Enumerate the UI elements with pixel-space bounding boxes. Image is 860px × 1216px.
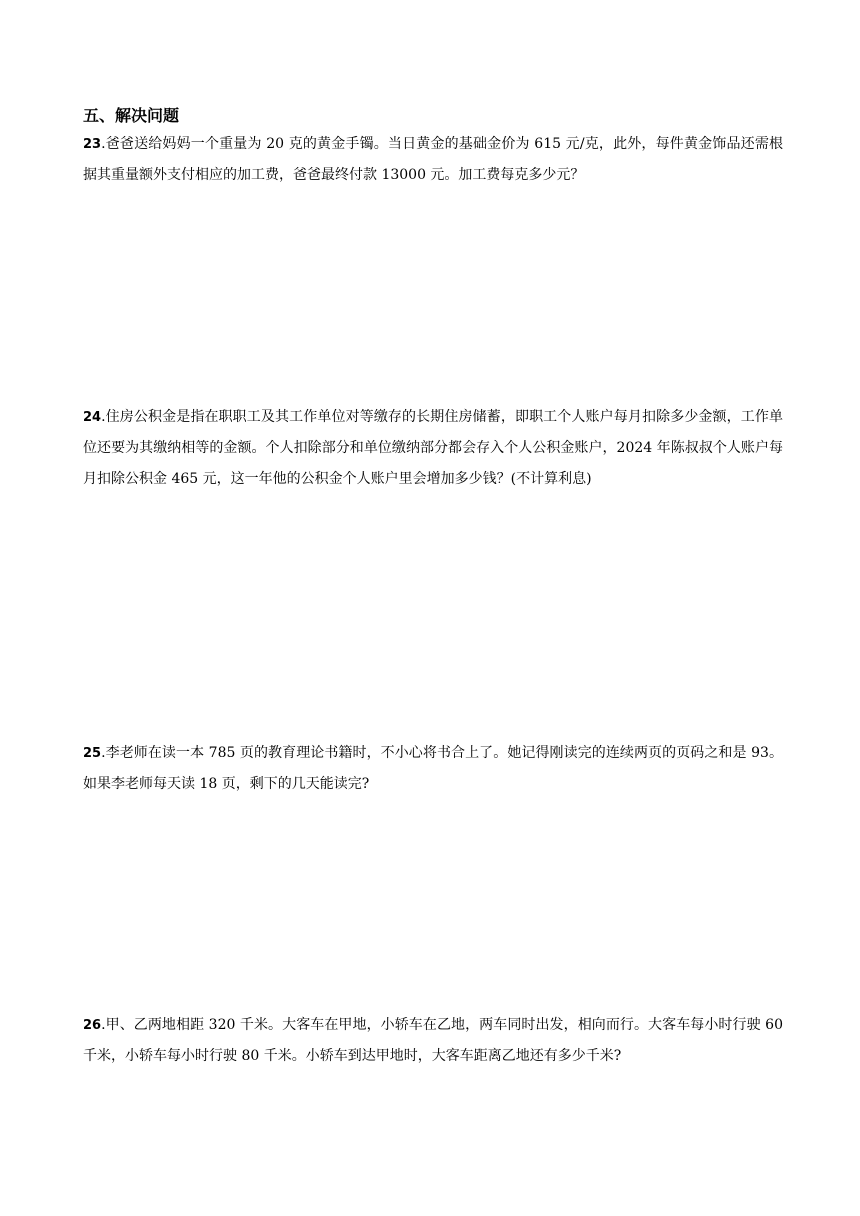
question-number: 25	[83, 746, 102, 761]
question-number: 24	[83, 410, 102, 425]
question-26	[83, 1010, 783, 1072]
question-number: 23	[83, 137, 102, 152]
question-number: 26	[83, 1018, 102, 1033]
question-separator: .	[101, 745, 106, 761]
question-separator: .	[101, 1017, 106, 1033]
question-separator: .	[101, 136, 106, 152]
question-text: 李老师在读一本 785 页的教育理论书籍时，不小心将书合上了。她记得刚读完的连续两页的页码之和是 93。如果李老师每天读 18 页，剩下的几天能读完?	[83, 745, 783, 792]
question-separator: .	[101, 409, 106, 425]
section-title: 五、解决问题	[83, 106, 180, 125]
question-23	[83, 129, 783, 191]
question-25	[83, 738, 783, 800]
question-24	[83, 402, 783, 495]
question-text: 住房公积金是指在职职工及其工作单位对等缴存的长期住房储蓄，即职工个人账户每月扣除多少金额，工作单位还要为其缴纳相等的金额。个人扣除部分和单位缴纳部分都会存入个人公积金账户，2024 年陈叔叔个人账户每月扣除公积金 465 元，这一年他的公积金个人账户里会增加多少钱？(不计算利息)	[83, 409, 783, 487]
question-text: 爸爸送给妈妈一个重量为 20 克的黄金手镯。当日黄金的基础金价为 615 元/克，此外，每件黄金饰品还需根据其重量额外支付相应的加工费，爸爸最终付款 13000 元。加工费每克多少元？	[83, 136, 783, 183]
question-text: 甲、乙两地相距 320 千米。大客车在甲地，小轿车在乙地，两车同时出发，相向而行。大客车每小时行驶 60 千米，小轿车每小时行驶 80 千米。小轿车到达甲地时，大客车距离乙地还有多少千米?	[83, 1017, 783, 1064]
